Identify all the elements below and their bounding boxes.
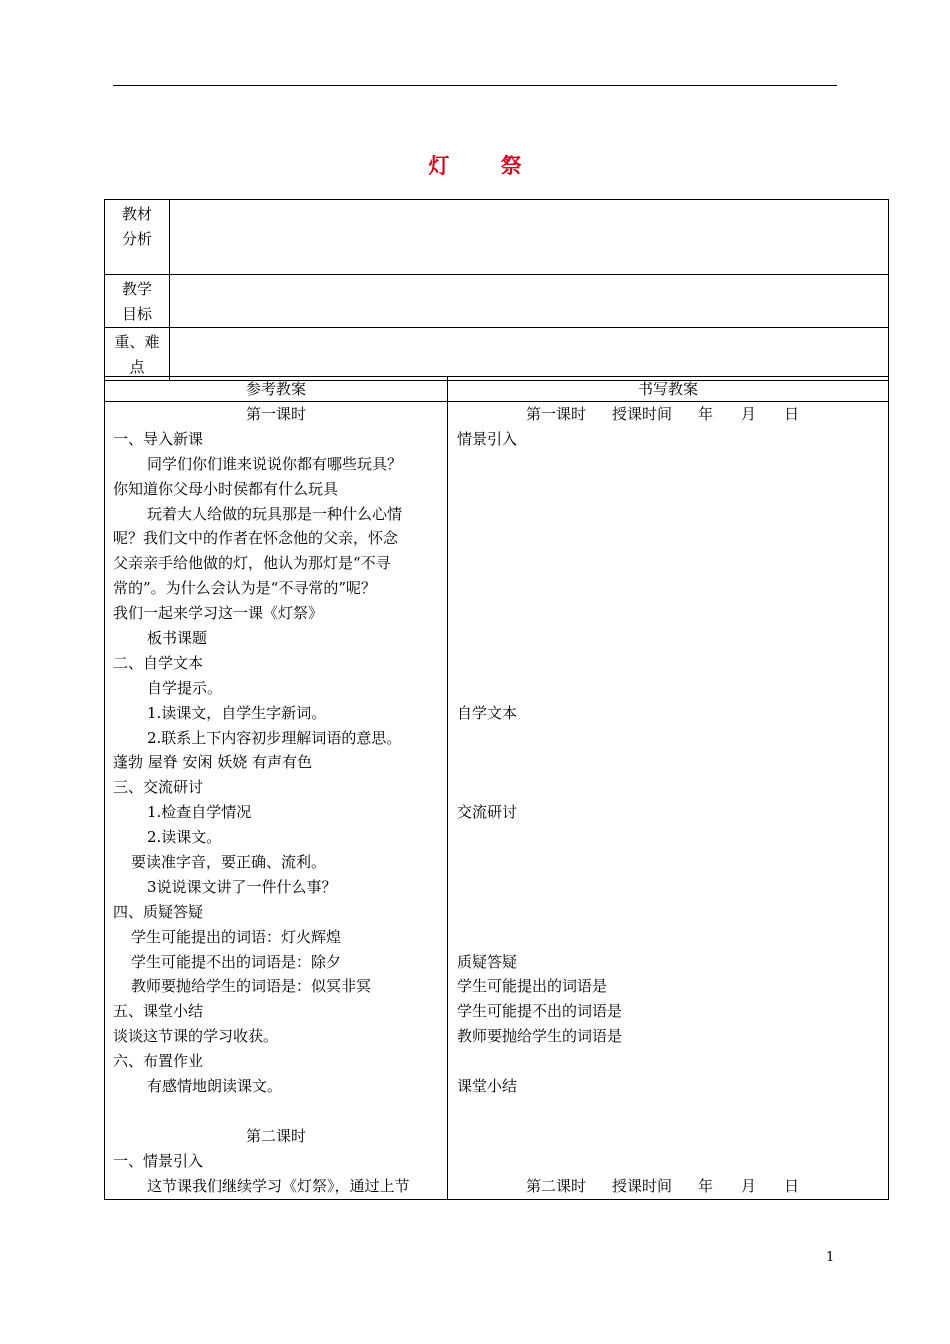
lesson-label: 第一课时	[526, 405, 587, 423]
note-line: 学生可能提出的词语是	[457, 977, 608, 996]
lesson-heading: 第一课时	[245, 405, 306, 423]
column-header-reference: 参考教案	[105, 377, 448, 402]
blank-line	[448, 1149, 888, 1174]
text-line: 3说说课文讲了一件什么事？	[147, 877, 337, 896]
lesson-time-header	[448, 1174, 888, 1199]
info-row-material	[105, 200, 889, 275]
section-heading: 一、情景引入	[113, 1151, 204, 1170]
time-label: 授课时间	[612, 405, 673, 423]
vocabulary-line: 蓬勃 屋脊 安闲 妖娆 有声有色	[113, 753, 313, 772]
blank-line	[448, 626, 888, 651]
month-label: 月	[741, 1176, 757, 1195]
text-line: 你知道你父母小时侯都有什么玩具	[113, 479, 339, 498]
text-line: 板书课题	[147, 629, 208, 648]
blank-line	[448, 676, 888, 701]
year-label: 年	[698, 405, 714, 423]
note-line: 教师要抛给学生的词语是	[457, 1027, 623, 1046]
day-label: 日	[784, 405, 800, 423]
blank-line	[448, 1124, 888, 1149]
text-line: 2.读课文。	[147, 828, 222, 847]
note-line: 自学文本	[457, 703, 518, 722]
blank-line	[448, 875, 888, 900]
section-heading: 五、课堂小结	[113, 1002, 204, 1021]
blank-line	[448, 526, 888, 551]
label-line: 教材	[121, 205, 152, 223]
header-rule	[113, 85, 837, 86]
text-line: 学生可能提不出的词语是：除夕	[131, 952, 342, 971]
section-heading: 二、自学文本	[113, 653, 204, 672]
section-heading: 一、导入新课	[113, 429, 204, 448]
text-line: 常的”。为什么会认为是“不寻常的”呢？	[113, 579, 377, 598]
label-line: 点	[129, 358, 145, 376]
info-row-goals	[105, 275, 889, 328]
label-line: 教学	[121, 280, 152, 298]
blank-line	[448, 601, 888, 626]
blank-line	[448, 477, 888, 502]
label-line: 分析	[121, 230, 152, 248]
blank-line	[448, 850, 888, 875]
section-heading: 四、质疑答疑	[113, 902, 204, 921]
note-line: 学生可能提不出的词语是	[457, 1002, 623, 1021]
note-line: 质疑答疑	[457, 952, 518, 971]
day-label: 日	[784, 1176, 800, 1195]
page-number: 1	[826, 1250, 835, 1265]
text-line: 自学提示。	[147, 678, 223, 697]
page-title: 灯 祭	[428, 153, 544, 178]
info-table	[104, 199, 889, 381]
text-line: 有感情地朗读课文。	[147, 1077, 283, 1096]
info-cell-empty[interactable]	[170, 200, 889, 275]
blank-line	[448, 1099, 888, 1124]
column-header-writing: 书写教案	[448, 377, 889, 402]
text-line: 玩着大人给做的玩具那是一种什么心情	[147, 504, 403, 523]
text-line: 同学们你们谁来说说你都有哪些玩具？	[147, 454, 403, 473]
text-line: 要读准字音，要正确、流利。	[131, 853, 327, 872]
blank-line	[105, 1099, 447, 1124]
blank-line	[448, 925, 888, 950]
blank-line	[448, 726, 888, 751]
blank-line	[448, 900, 888, 925]
label-line: 目标	[121, 305, 152, 323]
blank-line	[448, 576, 888, 601]
blank-line	[448, 775, 888, 800]
month-label: 月	[741, 405, 757, 423]
blank-line	[448, 1049, 888, 1074]
lesson-plan-table	[104, 376, 889, 1200]
text-line: 我们一起来学习这一课《灯祭》	[113, 604, 324, 623]
text-line: 这节课我们继续学习《灯祭》，通过上节	[147, 1176, 410, 1195]
label-line: 重、难	[114, 333, 160, 351]
lesson-heading: 第二课时	[245, 1126, 306, 1145]
info-label	[105, 275, 170, 328]
blank-line	[448, 750, 888, 775]
section-heading: 三、交流研讨	[113, 778, 204, 797]
info-label	[105, 200, 170, 275]
text-line: 1.读课文，自学生字新词。	[147, 703, 327, 722]
note-line: 交流研讨	[457, 803, 518, 822]
blank-line	[448, 825, 888, 850]
info-cell-empty[interactable]	[170, 275, 889, 328]
time-label: 授课时间	[612, 1176, 673, 1195]
blank-line	[448, 551, 888, 576]
blank-line	[448, 452, 888, 477]
text-line: 父亲亲手给他做的灯，他认为那灯是“不寻	[113, 554, 391, 573]
blank-line	[448, 651, 888, 676]
blank-line	[448, 502, 888, 527]
text-line: 1.检查自学情况	[147, 803, 252, 822]
text-line: 呢？我们文中的作者在怀念他的父亲，怀念	[113, 529, 399, 548]
writing-plan-column	[448, 402, 889, 1200]
lesson-label: 第二课时	[526, 1176, 587, 1195]
reference-plan-column	[105, 402, 448, 1200]
text-line: 教师要抛给学生的词语是：似冥非冥	[131, 977, 372, 996]
lesson-time-header	[448, 402, 888, 427]
info-cell-empty[interactable]	[170, 328, 889, 381]
section-heading: 六、布置作业	[113, 1052, 204, 1071]
text-line: 谈谈这节课的学习收获。	[113, 1027, 279, 1046]
note-line: 课堂小结	[457, 1077, 518, 1096]
info-label	[105, 328, 170, 381]
note-line: 情景引入	[457, 429, 518, 448]
text-line: 2.联系上下内容初步理解词语的意思。	[147, 728, 402, 747]
year-label: 年	[698, 1176, 714, 1195]
info-row-keypoints	[105, 328, 889, 381]
text-line: 学生可能提出的词语：灯火辉煌	[131, 927, 342, 946]
